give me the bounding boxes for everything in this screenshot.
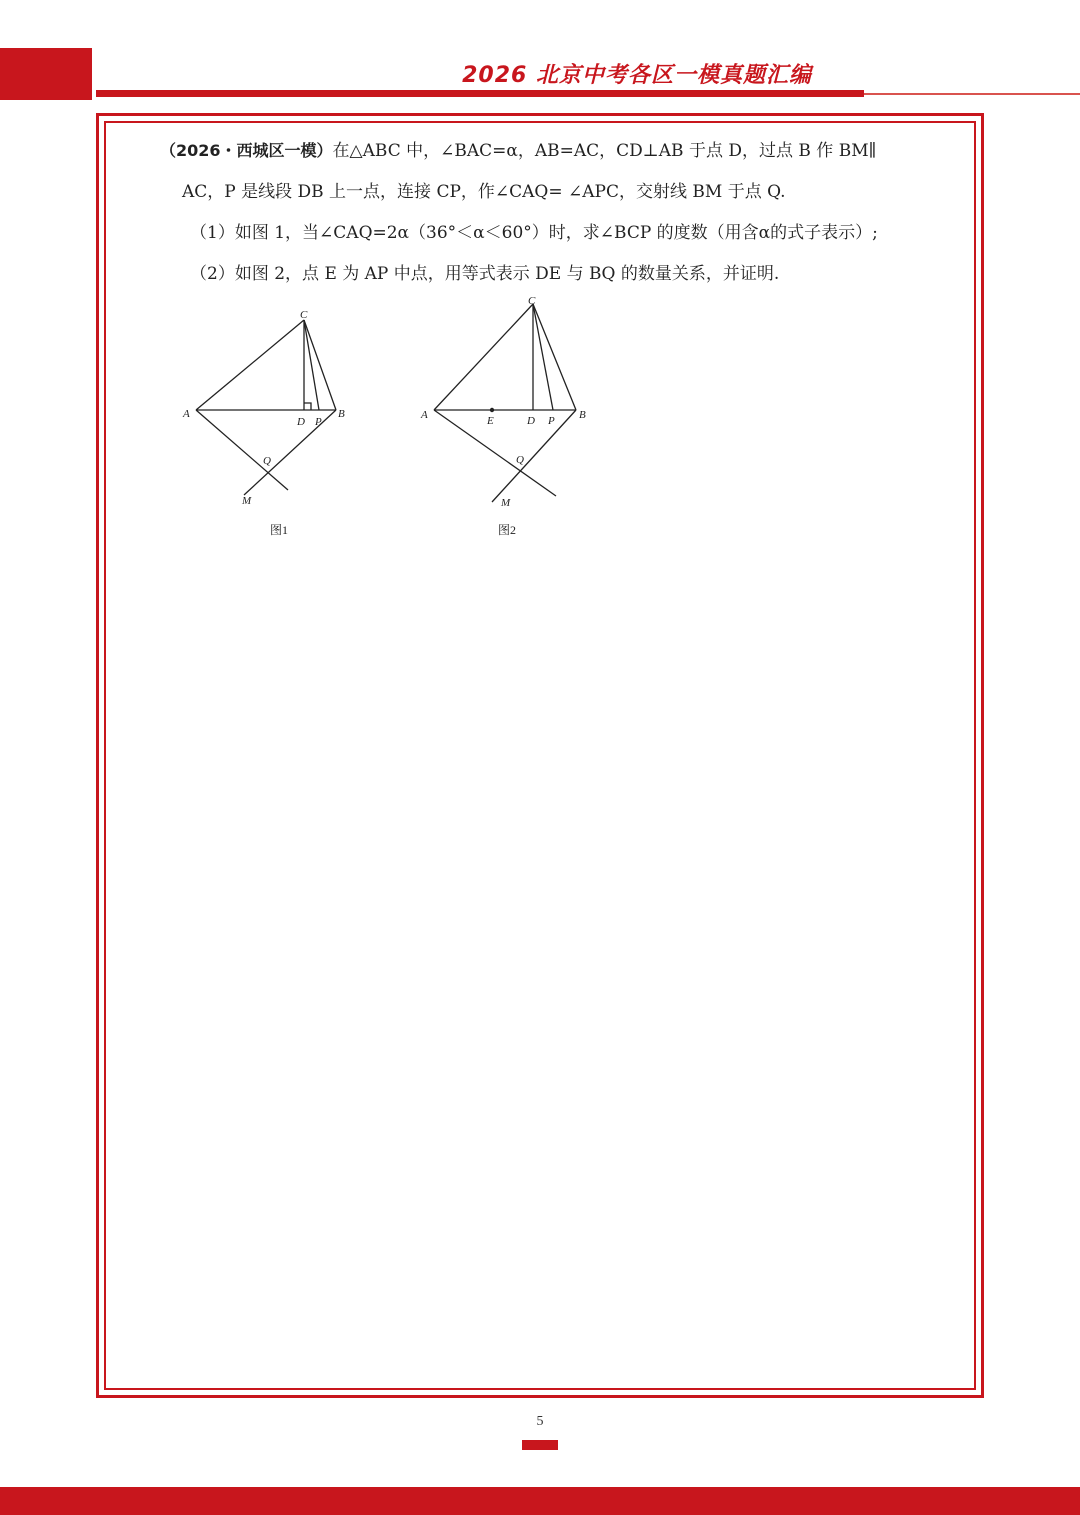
fig2-label-D: D — [527, 415, 535, 427]
header-rule — [96, 90, 864, 97]
fig1-label-Q: Q — [263, 455, 271, 467]
problem-source: （2026・西城区一模） — [160, 141, 333, 160]
problem-block — [160, 130, 940, 295]
fig1-segment-CP — [304, 320, 319, 410]
fig1-caption: 图1 — [270, 523, 289, 537]
fig2-segment-AC — [434, 304, 533, 410]
header-corner-block — [0, 48, 92, 100]
fig1-label-C: C — [300, 309, 308, 321]
fig2-segment-CB — [533, 304, 576, 410]
fig1-label-A: A — [183, 408, 190, 420]
problem-part-2: （2）如图 2，点 E 为 AP 中点，用等式表示 DE 与 BQ 的数量关系，并证明. — [190, 264, 780, 284]
page-number: 5 — [536, 1414, 544, 1429]
fig2-label-A: A — [421, 409, 428, 421]
footer-bar — [0, 1487, 1080, 1515]
fig1-right-angle-mark — [304, 403, 311, 410]
header-rule-thin — [864, 93, 1080, 95]
fig1-label-D: D — [297, 416, 305, 428]
fig2-caption: 图2 — [498, 523, 517, 537]
fig2-label-B: B — [579, 409, 586, 421]
fig1-ray-AQ — [196, 410, 288, 490]
fig1-label-B: B — [338, 408, 345, 420]
problem-stem-1: 在△ABC 中，∠BAC=α，AB=AC，CD⊥AB 于点 D，过点 B 作 BM∥ — [332, 141, 877, 161]
fig2-label-P: P — [548, 415, 555, 427]
fig2-segment-CP — [533, 304, 553, 410]
page-number-mark — [522, 1440, 558, 1450]
problem-line-1 — [160, 130, 940, 172]
header-title: 2026 北京中考各区一模真题汇编 — [462, 63, 812, 88]
fig2-label-E: E — [487, 415, 494, 427]
fig2-ray-AQ — [434, 410, 556, 496]
fig1-ray-BM — [244, 410, 336, 495]
problem-part-1: （1）如图 1，当∠CAQ=2α（36°＜α＜60°）时，求∠BCP 的度数（用含α的式子表示）; — [190, 223, 878, 243]
figure-2 — [412, 292, 602, 546]
fig1-segment-AC — [196, 320, 304, 410]
fig1-label-P: P — [315, 416, 322, 428]
fig2-label-Q: Q — [516, 454, 524, 466]
problem-stem-2: AC，P 是线段 DB 上一点，连接 CP，作∠CAQ= ∠APC，交射线 BM 于点 Q. — [182, 182, 786, 202]
fig1-segment-CB — [304, 320, 336, 410]
fig2-label-C: C — [528, 295, 536, 307]
fig1-label-M: M — [242, 495, 252, 507]
fig2-point-E — [490, 408, 494, 412]
fig2-label-M: M — [501, 497, 511, 509]
figure-1 — [176, 305, 366, 549]
